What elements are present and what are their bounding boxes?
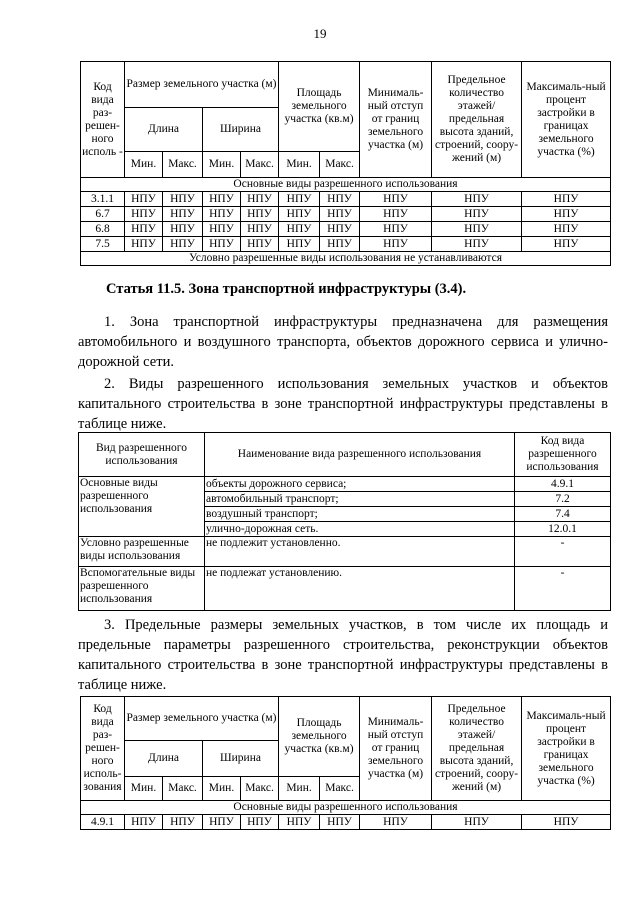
cell: НПУ [203,815,241,830]
header-floors: Предельное количество этажей/ предельная высота зданий, строений, соору-жений (м) [432,62,522,178]
table-row [81,815,611,830]
header-area: Площадь земельного участка (кв.м) [279,62,360,152]
cell: НПУ [241,222,279,237]
main-label: Основные виды разрешенного использования [79,477,205,537]
auxiliary-code: - [515,567,611,611]
use-name: объекты дорожного сервиса; [205,477,515,492]
header-code: Код вида раз-решен-ного исполь - [81,62,125,178]
cell: НПУ [163,192,203,207]
cell: НПУ [163,237,203,252]
table-row [81,192,611,207]
header-max: Макс. [320,777,360,801]
cell: НПУ [279,207,320,222]
paragraph-3: 3. Предельные размеры земельных участков, в том числе их площадь и предельные параметры разрешенного строительства, реконструкции объектов капитального строительства в зоне транспортной инфраструктуры представлены в таблице ниже. [78,617,608,693]
cell: НПУ [279,815,320,830]
cell: НПУ [163,815,203,830]
header-coverage: Максималь-ный процент застройки в границах земельного участка (%) [522,697,611,801]
row-code: 6.7 [81,207,125,222]
cell: НПУ [360,192,432,207]
cell: НПУ [522,222,611,237]
header-width: Ширина [203,741,279,777]
cell: НПУ [125,222,163,237]
cell: НПУ [432,207,522,222]
cell: НПУ [360,222,432,237]
size-table-1 [80,61,611,266]
cell: НПУ [241,237,279,252]
row-code: 3.1.1 [81,192,125,207]
section-main: Основные виды разрешенного использования [81,801,611,815]
header-setback: Минималь-ный отступ от границ земельного участка (м) [360,62,432,178]
conditional-code: - [515,537,611,567]
cell: НПУ [522,192,611,207]
header-width: Ширина [203,108,279,152]
header-name: Наименование вида разрешенного использования [205,433,515,477]
header-max: Макс. [320,152,360,178]
use-types-table [78,432,611,611]
header-length: Длина [125,741,203,777]
paragraph-2: 2. Виды разрешенного использования земельных участков и объектов капитального строительства в зоне транспортной инфраструктуры представлены в таблице ниже. [78,376,608,432]
header-min: Мин. [279,777,320,801]
header-size: Размер земельного участка (м) [125,62,279,108]
header-length: Длина [125,108,203,152]
size-table-2 [80,696,611,830]
cell: НПУ [320,192,360,207]
header-min: Мин. [203,777,241,801]
cell: НПУ [203,222,241,237]
cell: НПУ [241,815,279,830]
use-name: автомобильный транспорт; [205,492,515,507]
conditional-name: не подлежит установленно. [205,537,515,567]
cell: НПУ [203,207,241,222]
use-code: 4.9.1 [515,477,611,492]
cell: НПУ [203,237,241,252]
use-code: 7.4 [515,507,611,522]
use-code: 12.0.1 [515,522,611,537]
cell: НПУ [432,192,522,207]
cell: НПУ [241,207,279,222]
header-min: Мин. [203,152,241,178]
use-name: воздушный транспорт; [205,507,515,522]
header-min: Мин. [125,777,163,801]
cell: НПУ [320,222,360,237]
cell: НПУ [522,815,611,830]
paragraph-1: 1. Зона транспортной инфраструктуры предназначена для размещения автомобильного и воздушного транспорта, объектов дорожного сервиса и улично-дорожной сети. [78,314,608,370]
cell: НПУ [432,815,522,830]
header-max: Макс. [241,152,279,178]
table-row [81,207,611,222]
header-size: Размер земельного участка (м) [125,697,279,741]
conditional-label: Условно разрешенные виды использования [79,537,205,567]
header-max: Макс. [241,777,279,801]
cell: НПУ [320,207,360,222]
cell: НПУ [125,815,163,830]
cell: НПУ [241,192,279,207]
header-code: Код вида раз-решен-ного исполь-зования [81,697,125,801]
auxiliary-name: не подлежат установлению. [205,567,515,611]
cell: НПУ [360,207,432,222]
header-min: Мин. [125,152,163,178]
row-code: 6.8 [81,222,125,237]
header-coverage: Максималь-ный процент застройки в границах земельного участка (%) [522,62,611,178]
cell: НПУ [522,207,611,222]
cell: НПУ [360,237,432,252]
header-code: Код вида разрешенного использования [515,433,611,477]
cell: НПУ [320,237,360,252]
use-code: 7.2 [515,492,611,507]
cell: НПУ [163,222,203,237]
cell: НПУ [432,222,522,237]
header-area: Площадь земельного участка (кв.м) [279,697,360,777]
cell: НПУ [279,237,320,252]
cell: НПУ [203,192,241,207]
header-floors: Предельное количество этажей/ предельная высота зданий, строений, соору-жений (м) [432,697,522,801]
page-number: 19 [313,26,327,41]
header-type: Вид разрешенного использования [79,433,205,477]
table-row [81,237,611,252]
header-setback: Минималь-ный отступ от границ земельного участка (м) [360,697,432,801]
cell: НПУ [432,237,522,252]
header-max: Макс. [163,152,203,178]
section-conditional: Условно разрешенные виды использования не устанавливаются [81,252,611,266]
article-heading: Статья 11.5. Зона транспортной инфраструктуры (3.4). [106,281,467,297]
use-name: улично-дорожная сеть. [205,522,515,537]
table-row [81,222,611,237]
cell: НПУ [125,207,163,222]
header-min: Мин. [279,152,320,178]
cell: НПУ [163,207,203,222]
auxiliary-label: Вспомогательные виды разрешенного использования [79,567,205,611]
row-code: 4.9.1 [81,815,125,830]
cell: НПУ [320,815,360,830]
section-main: Основные виды разрешенного использования [81,178,611,192]
cell: НПУ [279,192,320,207]
cell: НПУ [125,237,163,252]
cell: НПУ [279,222,320,237]
cell: НПУ [125,192,163,207]
row-code: 7.5 [81,237,125,252]
cell: НПУ [522,237,611,252]
header-max: Макс. [163,777,203,801]
cell: НПУ [360,815,432,830]
